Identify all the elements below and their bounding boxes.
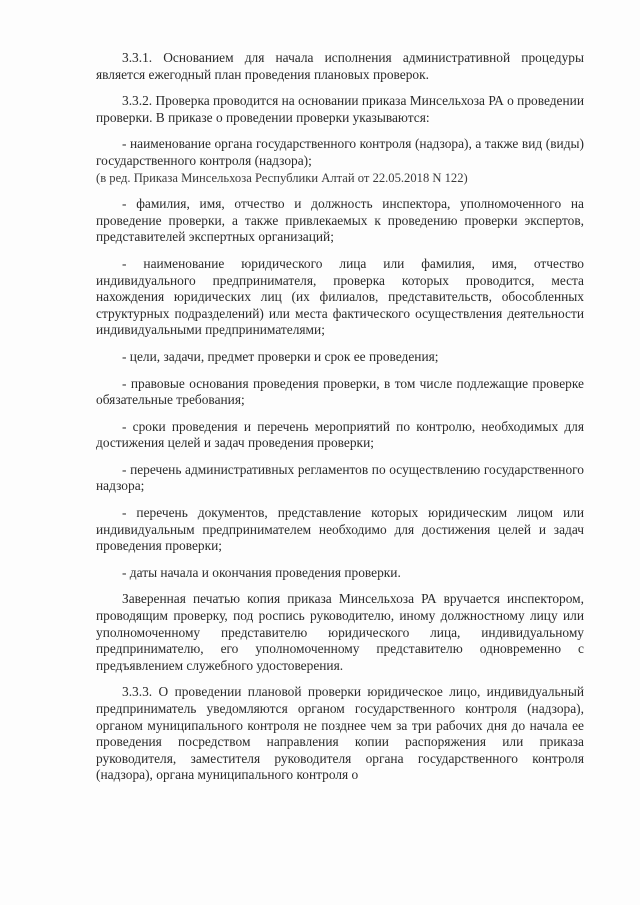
amendment-note: (в ред. Приказа Минсельхоза Республики Алтай от 22.05.2018 N 122) xyxy=(96,170,468,185)
list-item-goals: - цели, задачи, предмет проверки и срок ее проведения; xyxy=(122,348,439,364)
list-item-regulations: - перечень административных регламентов по осуществлению государственного надзора; xyxy=(96,461,584,494)
paragraph-3-3-2: 3.3.2. Проверка проводится на основании приказа Минсельхоза РА о проведении проверки. В приказе о проведении проверки указываются: xyxy=(96,93,584,125)
paragraph-3-3-3: 3.3.3. О проведении плановой проверки юридическое лицо, индивидуальный предприниматель уведомляются органом государственного контроля (надзора), органом муниципального контроля не позднее чем за три рабочих дня до начала ее проведения посредством направления копии распоряжения или приказа руководителя, заместителя руководителя органа государственного контроля (надзора), органа муниципального контроля о xyxy=(96,684,584,783)
list-item-terms: - сроки проведения и перечень мероприятий по контролю, необходимых для достижения целей и задач проведения проверки; xyxy=(96,418,584,451)
list-item-inspector: - фамилия, имя, отчество и должность инспектора, уполномоченного на проведение проверки, а также привлекаемых к проведению проверки экспертов, представителей экспертных организаций; xyxy=(96,196,584,245)
paragraph-certified-copy: Заверенная печатью копия приказа Минсельхоза РА вручается инспектором, проводящим проверку, под роспись руководителю, иному должностному лицу или уполномоченному представителю юридического лица, индивидуальному предпринимателю, его уполномоченному представителю одновременно с предъявлением служебного удостоверения. xyxy=(96,591,584,673)
list-item-legal-grounds: - правовые основания проведения проверки, в том числе подлежащие проверке обязательные требования; xyxy=(96,375,584,408)
document-body xyxy=(96,50,584,794)
list-item-legal-entity: - наименование юридического лица или фамилия, имя, отчество индивидуального предпринимателя, проверка которых проводится, места нахождения юридических лиц (их филиалов, представительств, обособленных структурных подразделений) или места фактического осуществления деятельности индивидуальными предпринимателями; xyxy=(96,255,584,338)
list-item-control-body: - наименование органа государственного контроля (надзора), а также вид (виды) государственного контроля (надзора); xyxy=(96,136,584,168)
list-item-dates: - даты начала и окончания проведения проверки. xyxy=(122,564,401,580)
list-item-documents: - перечень документов, представление которых юридическим лицом или индивидуальным предпринимателем необходимо для достижения целей и задач проведения проверки; xyxy=(96,505,584,554)
paragraph-3-3-1: 3.3.1. Основанием для начала исполнения административной процедуры является ежегодный план проведения плановых проверок. xyxy=(96,50,584,82)
